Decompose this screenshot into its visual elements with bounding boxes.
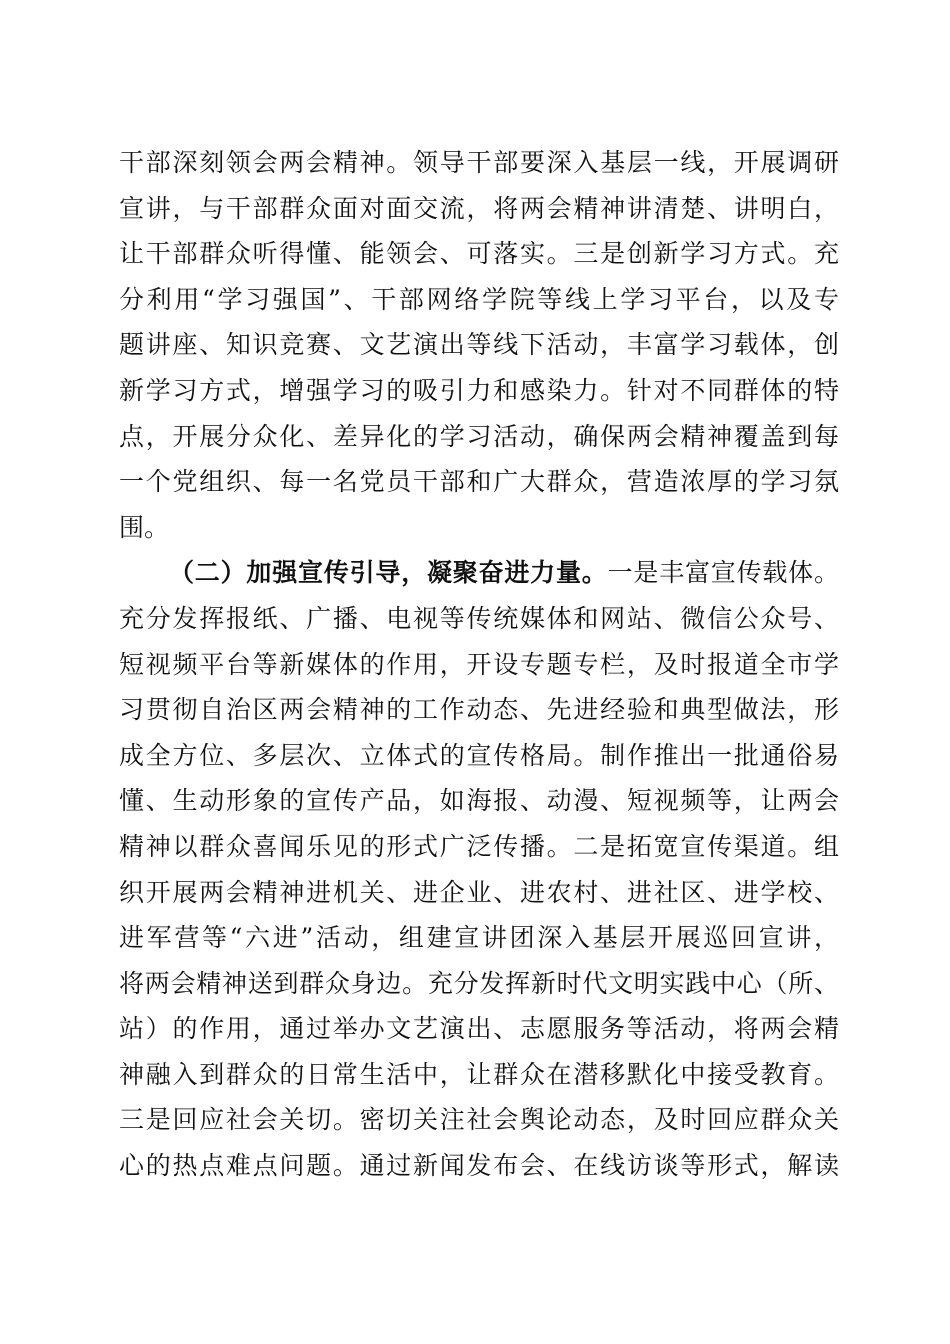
- paragraph-line: 心的热点难点问题。通过新闻发布会、在线访谈等形式，解读: [119, 1151, 839, 1181]
- paragraph-line: 成全方位、多层次、立体式的宣传格局。制作推出一批通俗易: [119, 740, 839, 770]
- paragraph-line: 织开展两会精神进机关、进企业、进农村、进社区、进学校、: [119, 877, 839, 907]
- paragraph-line: 神融入到群众的日常生活中，让群众在潜移默化中接受教育。: [119, 1059, 839, 1089]
- paragraph-line: 短视频平台等新媒体的作用，开设专题专栏，及时报道全市学: [119, 649, 839, 679]
- paragraph-line: 干部深刻领会两会精神。领导干部要深入基层一线，开展调研: [119, 148, 839, 177]
- paragraph-line: 将两会精神送到群众身边。充分发挥新时代文明实践中心（所、: [119, 968, 839, 998]
- section-heading-line: [119, 550, 839, 596]
- paragraph-line: 点，开展分众化、差异化的学习活动，确保两会精神覆盖到每: [119, 421, 839, 451]
- paragraph-line: 懂、生动形象的宣传产品，如海报、动漫、短视频等，让两会: [119, 786, 839, 816]
- paragraph-line: 精神以群众喜闻乐见的形式广泛传播。二是拓宽宣传渠道。组: [119, 831, 839, 861]
- body-text: [119, 140, 839, 1189]
- paragraph-line: 新学习方式，增强学习的吸引力和感染力。针对不同群体的特: [119, 375, 839, 405]
- paragraph-line: 一个党组织、每一名党员干部和广大群众，营造浓厚的学习氛: [119, 467, 839, 497]
- paragraph-line: 宣讲，与干部群众面对面交流，将两会精神讲清楚、讲明白，: [119, 193, 839, 223]
- paragraph-line: 让干部群众听得懂、能领会、可落实。三是创新学习方式。充: [119, 239, 839, 269]
- paragraph-line: 三是回应社会关切。密切关注社会舆论动态，及时回应群众关: [119, 1105, 839, 1135]
- paragraph-line: 进军营等“六进”活动，组建宣讲团深入基层开展巡回宣讲，: [119, 923, 839, 953]
- paragraph-line: 充分发挥报纸、广播、电视等传统媒体和网站、微信公众号、: [119, 603, 839, 633]
- paragraph-line: 站）的作用，通过举办文艺演出、志愿服务等活动，将两会精: [119, 1014, 839, 1044]
- section-heading: （二）加强宣传引导，凝聚奋进力量。: [169, 558, 608, 588]
- paragraph-line: 分利用“学习强国”、干部网络学院等线上学习平台，以及专: [119, 284, 839, 314]
- paragraph-line: 题讲座、知识竞赛、文艺演出等线下活动，丰富学习载体，创: [119, 330, 839, 360]
- paragraph-line: 习贯彻自治区两会精神的工作动态、先进经验和典型做法，形: [119, 695, 839, 725]
- section-first-sentence: 一是丰富宣传载体。: [607, 558, 839, 588]
- paragraph-line: 围。: [119, 512, 170, 542]
